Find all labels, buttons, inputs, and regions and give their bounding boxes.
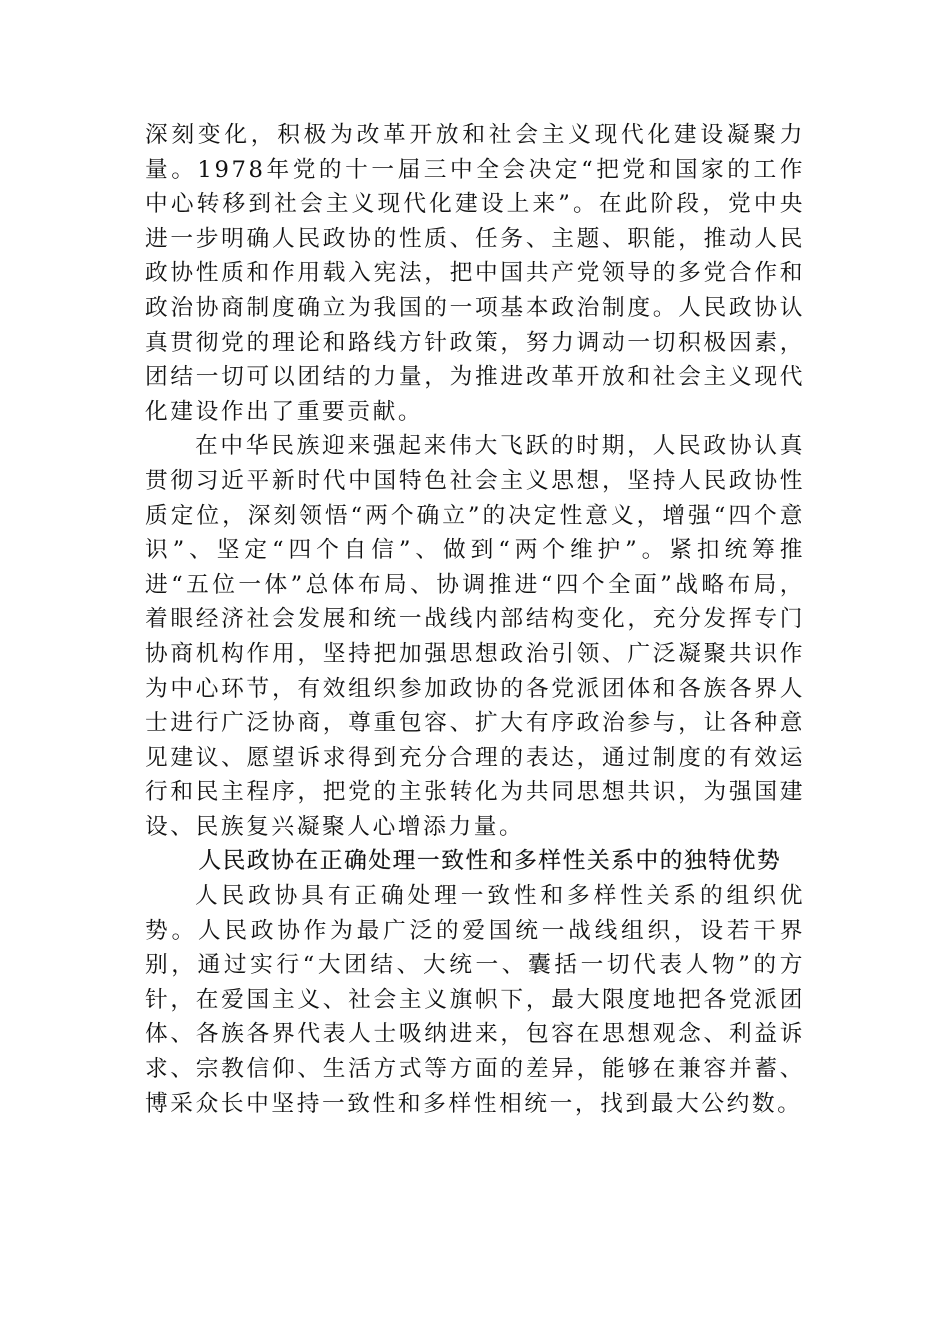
body-paragraph-3: 人民政协具有正确处理一致性和多样性关系的组织优势。人民政协作为最广泛的爱国统一战线组织，设若干界别，通过实行“大团结、大统一、囊括一切代表人物”的方针，在爱国主义、社会主义旗帜下，最大限度地把各党派团体、各族各界代表人士吸纳进来，包容在思想观念、利益诉求、宗教信仰、生活方式等方面的差异，能够在兼容并蓄、博采众长中坚持一致性和多样性相统一，找到最大公约数。 [145,883,805,1117]
body-paragraph-2: 在中华民族迎来强起来伟大飞跃的时期，人民政协认真贯彻习近平新时代中国特色社会主义思想，坚持人民政协性质定位，深刻领悟“两个确立”的决定性意义，增强“四个意识”、坚定“四个自信”、做到“两个维护”。紧扣统筹推进“五位一体”总体布局、协调推进“四个全面”战略布局，着眼经济社会发展和统一战线内部结构变化，充分发挥专门协商机构作用，坚持把加强思想政治引领、广泛凝聚共识作为中心环节，有效组织参加政协的各党派团体和各族各界人士进行广泛协商，尊重包容、扩大有序政治参与，让各种意见建议、愿望诉求得到充分合理的表达，通过制度的有效运行和民主程序，把党的主张转化为共同思想共识，为强国建设、民族复兴凝聚人心增添力量。 [145,433,805,840]
document-page [145,118,805,1121]
body-paragraph-1: 深刻变化，积极为改革开放和社会主义现代化建设凝聚力量。1978年党的十一届三中全会决定“把党和国家的工作中心转移到社会主义现代化建设上来”。在此阶段，党中央进一步明确人民政协的性质、任务、主题、职能，推动人民政协性质和作用载入宪法，把中国共产党领导的多党合作和政治协商制度确立为我国的一项基本政治制度。人民政协认真贯彻党的理论和路线方针政策，努力调动一切积极因素，团结一切可以团结的力量，为推进改革开放和社会主义现代化建设作出了重要贡献。 [145,122,805,425]
section-heading: 人民政协在正确处理一致性和多样性关系中的独特优势 [198,848,782,875]
